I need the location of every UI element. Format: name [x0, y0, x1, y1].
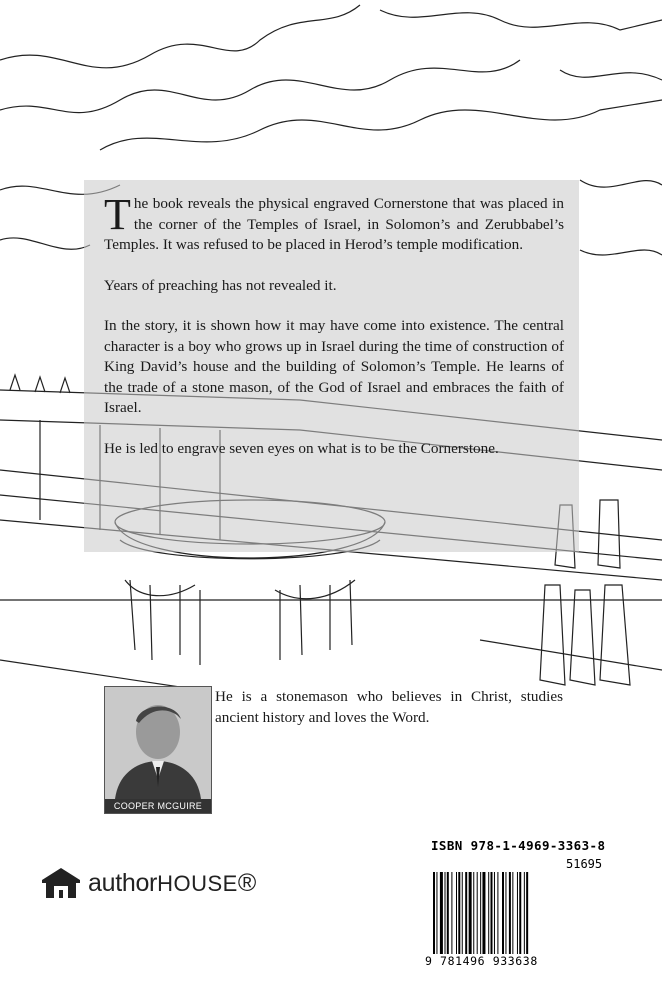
barcode-bar	[494, 872, 495, 954]
barcode-bar	[491, 872, 493, 954]
barcode-bar	[462, 872, 463, 954]
barcode-bar	[469, 872, 472, 954]
barcode-bar	[465, 872, 467, 954]
author-name-caption: COOPER MCGUIRE	[105, 799, 211, 813]
cloud-line	[0, 5, 360, 68]
barcode-bar	[512, 872, 513, 954]
description-paragraph-3: In the story, it is shown how it may have come into existence. The central character is a boy who grows up in Israel during the time of construction of King David’s house and the building of Solomon’s Temple. He learns of the trade of a stone mason, of the God of Israel and embraces the faith of Israel.	[104, 317, 564, 416]
barcode-bar	[447, 872, 449, 954]
author-bio: He is a stonemason who believes in Christ, studies ancient history and loves the Word.	[215, 688, 563, 726]
house-icon	[40, 866, 82, 900]
cloud-line	[580, 180, 662, 187]
author-portrait	[105, 687, 211, 799]
barcode-bar	[519, 872, 521, 954]
barcode-bar	[451, 872, 452, 954]
barcode-bar	[482, 872, 485, 954]
barcode-bar	[497, 872, 498, 954]
cloud-line	[0, 238, 90, 249]
barcode-bar	[517, 872, 518, 954]
author-photo	[104, 686, 212, 814]
cloud-line	[0, 60, 520, 113]
book-description	[104, 190, 564, 479]
barcode-bar	[488, 872, 489, 954]
cloud-line	[580, 250, 662, 255]
oxen	[130, 580, 352, 665]
barcode-bar	[445, 872, 446, 954]
barcode-bar	[440, 872, 443, 954]
barcode-bar	[505, 872, 506, 954]
barcode-number: 9 781496 933638	[425, 954, 538, 968]
barcode-bar	[436, 872, 437, 954]
publisher-name: authorHOUSE®	[88, 868, 256, 897]
cloud-line	[560, 70, 662, 80]
barcode-bar	[433, 872, 435, 954]
publisher-logo	[40, 866, 256, 900]
oxen-bodies	[125, 580, 355, 599]
barcode-bar	[480, 872, 481, 954]
description-paragraph-4: He is led to engrave seven eyes on what is to be the Cornerstone.	[104, 439, 499, 457]
price-code: 51695	[566, 857, 603, 871]
barcode-bar	[509, 872, 511, 954]
cloud-line	[100, 100, 662, 150]
cloud-line	[380, 10, 662, 30]
barcode-bar	[456, 872, 457, 954]
barcode-bar	[502, 872, 504, 954]
barcode-bar	[473, 872, 474, 954]
description-paragraph-1: The book reveals the physical engraved Cornerstone that was placed in the corner of the Temples of Israel, in Solomon’s and Zerubbabel’s Temples. It was refused to be placed in Herod’s temple modification.	[104, 190, 564, 253]
drop-cap: T	[104, 190, 131, 239]
figure	[570, 590, 595, 685]
description-paragraph-2: Years of preaching has not revealed it.	[104, 276, 337, 294]
barcode	[433, 872, 561, 954]
barcode-bar	[477, 872, 478, 954]
isbn-label: ISBN 978-1-4969-3363-8	[431, 838, 606, 853]
barcode-bar	[524, 872, 525, 954]
barcode-bar	[458, 872, 460, 954]
barcode-bar	[526, 872, 528, 954]
